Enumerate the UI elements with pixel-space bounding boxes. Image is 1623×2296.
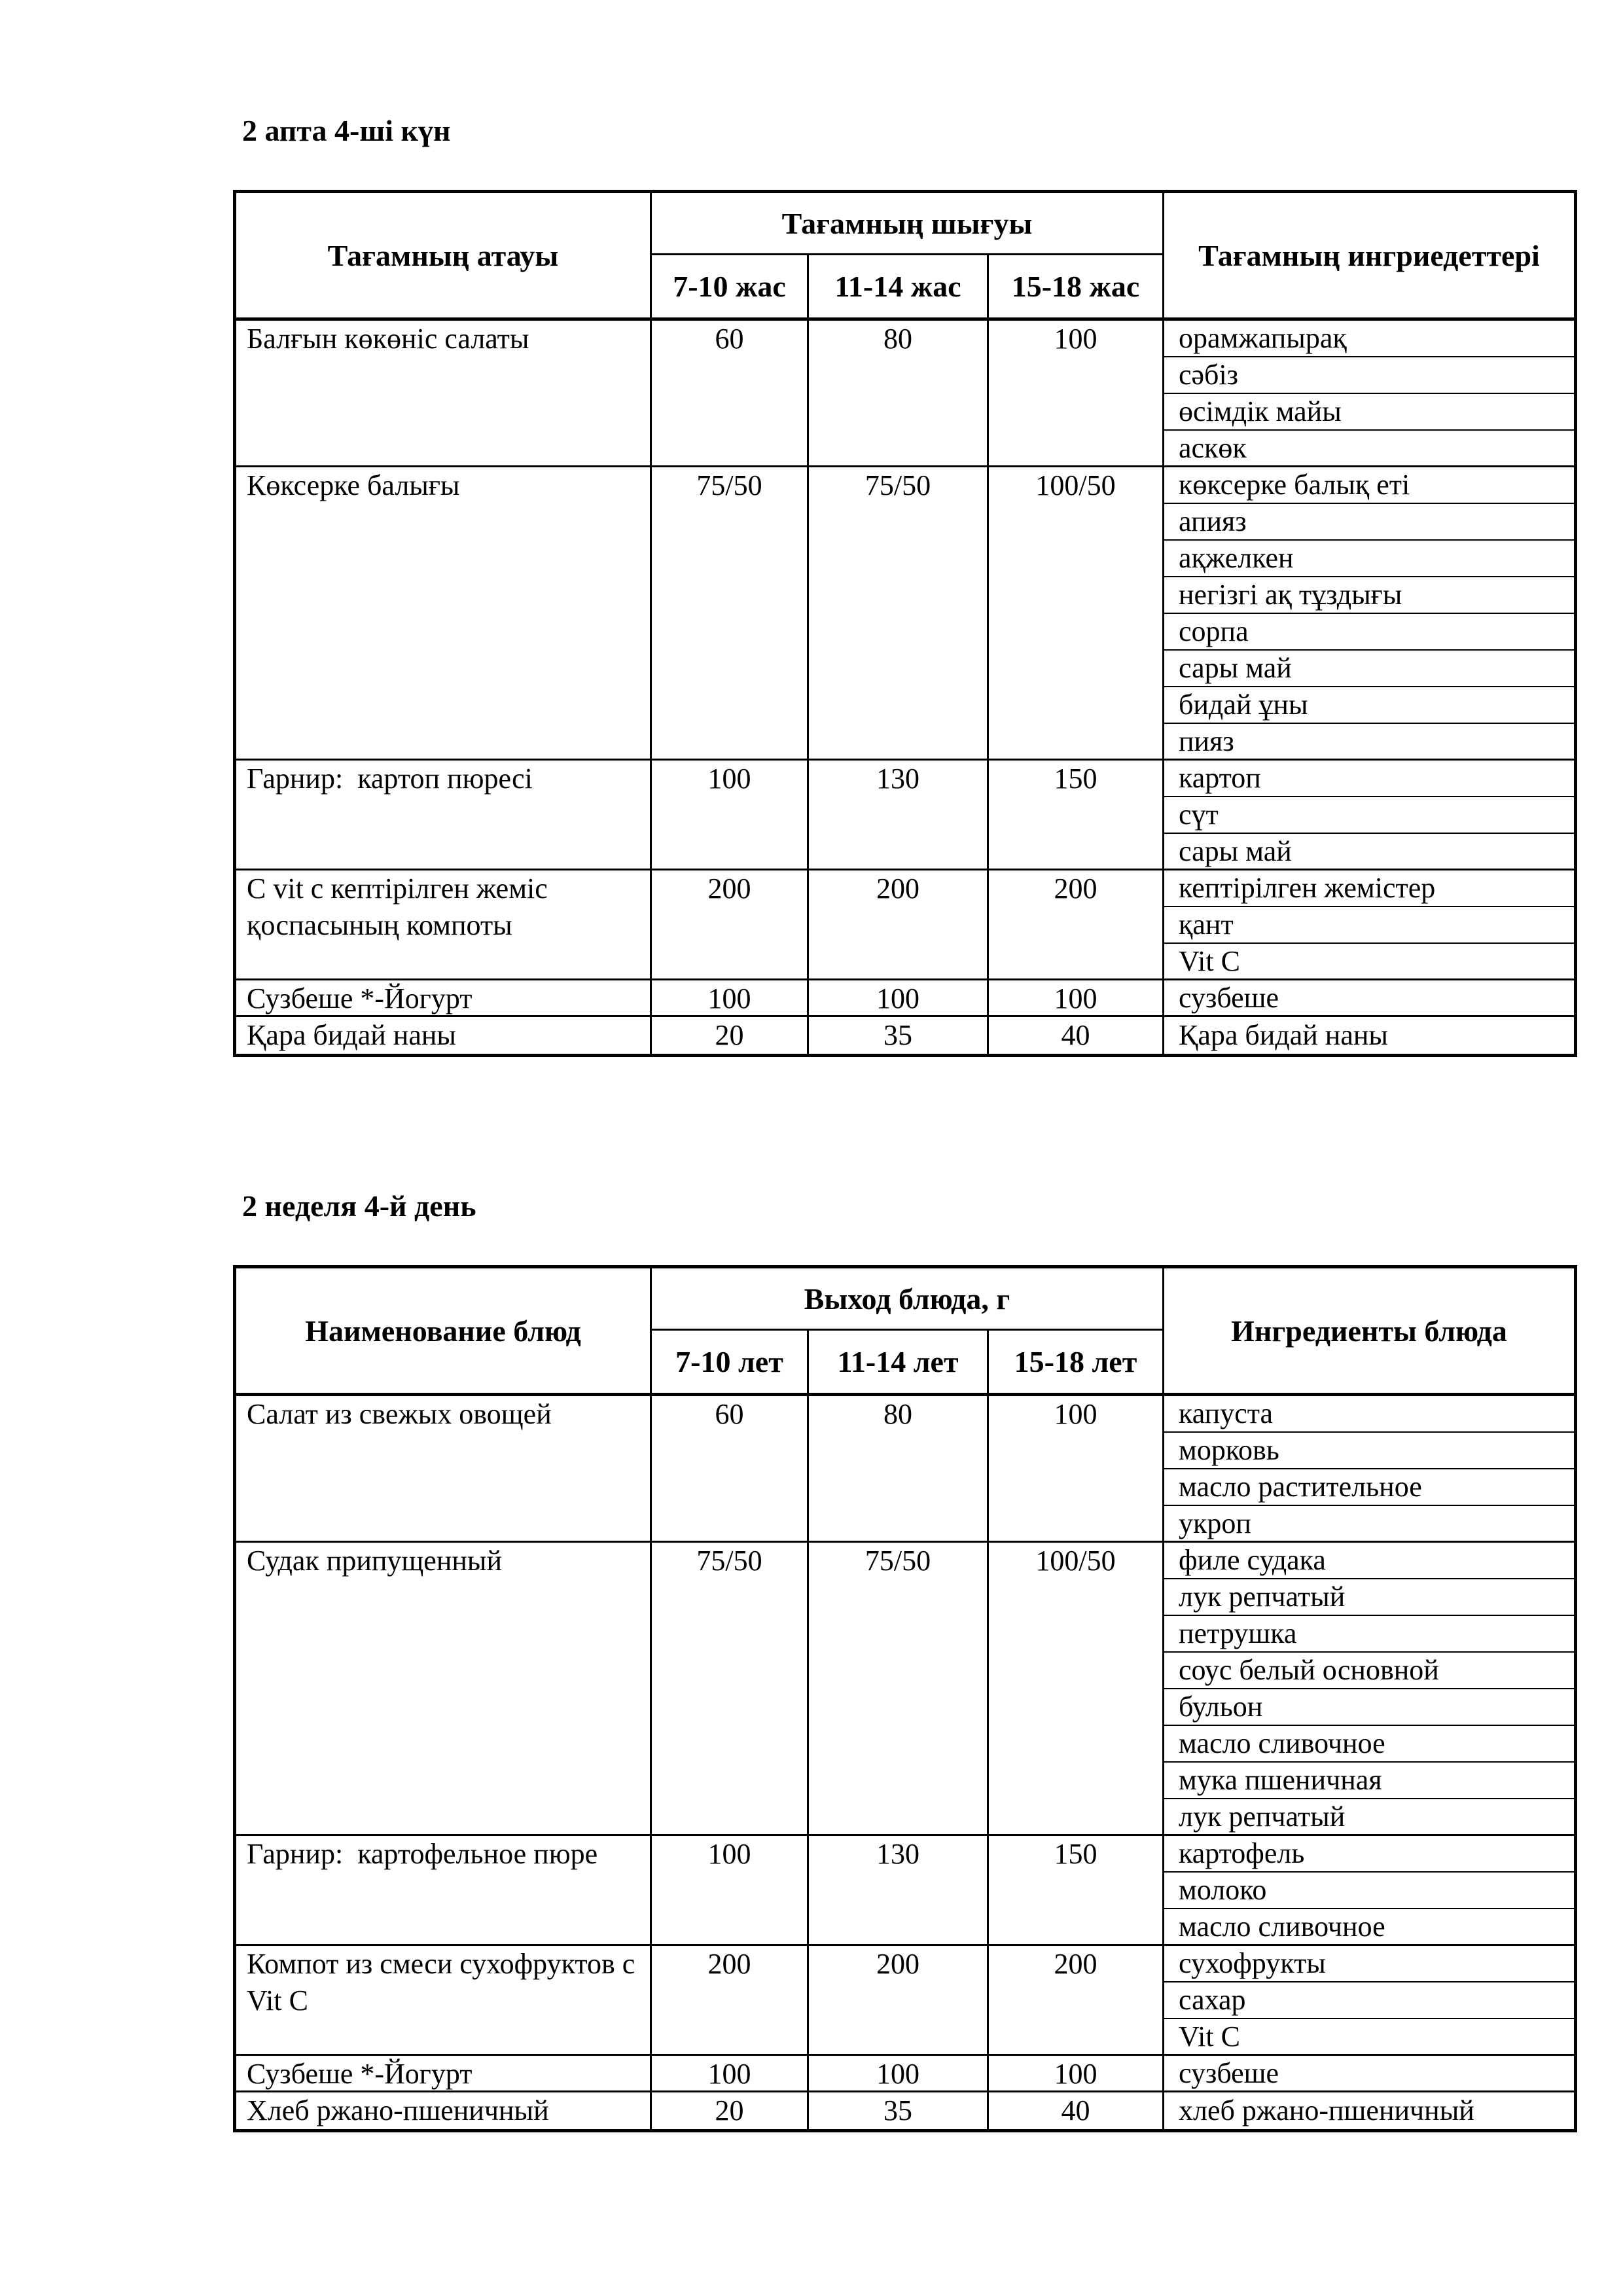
portion-value-cell: 200 — [652, 1946, 809, 2056]
age-column-header: 11-14 лет — [809, 1331, 989, 1396]
ingredient-cell: сәбіз — [1164, 357, 1574, 394]
portion-value-cell: 60 — [652, 1396, 809, 1543]
ingredient-cell: мука пшеничная — [1164, 1763, 1574, 1799]
dish-name-cell: Гарнир: картофельное пюре — [236, 1836, 652, 1946]
dish-name-cell: Судак припущенный — [236, 1543, 652, 1836]
dish-name-cell: Сузбеше *-Йогурт — [236, 980, 652, 1017]
ingredient-cell: хлеб ржано-пшеничный — [1179, 2094, 1474, 2126]
portion-value-cell: 100/50 — [989, 467, 1164, 761]
portion-value-cell: 100 — [652, 1836, 809, 1946]
ingredient-cell: морковь — [1164, 1433, 1574, 1469]
ingredient-cell: апияз — [1164, 504, 1574, 541]
age-column-header: 15-18 жас — [989, 255, 1164, 321]
ingredient-cell: масло сливочное — [1164, 1909, 1574, 1946]
portion-value-cell: 200 — [809, 870, 989, 980]
portion-value-cell: 80 — [809, 1396, 989, 1543]
portion-value-cell: 80 — [809, 321, 989, 467]
portion-value-cell: 200 — [989, 1946, 1164, 2056]
portion-value-cell: 40 — [989, 1017, 1164, 1054]
portion-value-cell: 100 — [652, 980, 809, 1017]
dish-name-cell: Сузбеше *-Йогурт — [236, 2056, 652, 2092]
ingredient-cell: сахар — [1164, 1982, 1574, 2019]
ingredient-cell: сары май — [1164, 834, 1574, 870]
portion-value-cell: 20 — [652, 1017, 809, 1054]
portion-value-cell: 75/50 — [809, 1543, 989, 1836]
ingredient-cell: картофель — [1164, 1836, 1574, 1873]
age-column-header: 7-10 лет — [652, 1331, 809, 1396]
output-header: Тағамның шығуы — [652, 193, 1164, 255]
week-day-title-kk: 2 апта 4-ші күн — [242, 114, 451, 147]
ingredients-header: Тағамның ингриедеттері — [1164, 193, 1574, 321]
ingredient-cell: көксерке балық еті — [1164, 467, 1574, 504]
ingredient-cell: филе судака — [1164, 1543, 1574, 1579]
ingredient-cell: масло растительное — [1164, 1469, 1574, 1506]
dish-name-cell: Көксерке балығы — [236, 467, 652, 761]
dish-name-cell: Хлеб ржано-пшеничный — [236, 2092, 652, 2129]
portion-value-cell: 100 — [989, 1396, 1164, 1543]
portion-value-cell: 130 — [809, 1836, 989, 1946]
portion-value-cell: 200 — [652, 870, 809, 980]
portion-value-cell: 100/50 — [989, 1543, 1164, 1836]
ingredient-cell: сузбеше — [1164, 2056, 1574, 2092]
dish-name-header: Тағамның атауы — [236, 193, 652, 321]
menu-table-russian — [233, 1265, 1577, 2132]
ingredient-cell: лук репчатый — [1164, 1579, 1574, 1616]
age-column-header: 15-18 лет — [989, 1331, 1164, 1396]
ingredient-cell: молоко — [1164, 1873, 1574, 1909]
ingredient-cell: орамжапырақ — [1164, 321, 1574, 357]
age-column-header: 11-14 жас — [809, 255, 989, 321]
portion-value-cell: 100 — [809, 980, 989, 1017]
ingredient-cell: Vit C — [1164, 944, 1574, 980]
portion-value-cell: 150 — [989, 761, 1164, 870]
ingredient-cell: бидай ұны — [1164, 687, 1574, 724]
portion-value-cell: 75/50 — [652, 1543, 809, 1836]
ingredient-cell: лук репчатый — [1164, 1799, 1574, 1836]
menu-table-kazakh — [233, 190, 1577, 1057]
ingredients-header: Ингредиенты блюда — [1164, 1268, 1574, 1396]
portion-value-cell: 100 — [652, 761, 809, 870]
output-header: Выход блюда, г — [652, 1268, 1164, 1331]
dish-name-cell: С vit с кептірілген жеміс қоспасының компоты — [236, 870, 652, 980]
ingredient-cell: қант — [1164, 907, 1574, 944]
portion-value-cell: 200 — [809, 1946, 989, 2056]
portion-value-cell: 130 — [809, 761, 989, 870]
portion-value-cell: 100 — [989, 2056, 1164, 2092]
ingredient-cell: сухофрукты — [1164, 1946, 1574, 1982]
document-page — [233, 113, 1573, 2132]
ingredient-cell: соус белый основной — [1164, 1653, 1574, 1689]
age-column-header: 7-10 жас — [652, 255, 809, 321]
ingredient-cell: сары май — [1164, 651, 1574, 687]
ingredient-cell: пияз — [1164, 724, 1574, 761]
portion-value-cell: 35 — [809, 1017, 989, 1054]
ingredient-cell: масло сливочное — [1164, 1726, 1574, 1763]
portion-value-cell: 75/50 — [809, 467, 989, 761]
ingredient-cell: сузбеше — [1164, 980, 1574, 1017]
portion-value-cell: 200 — [989, 870, 1164, 980]
ingredient-cell: Vit C — [1164, 2019, 1574, 2056]
dish-name-cell: Балғын көкөніс салаты — [236, 321, 652, 467]
ingredient-cell: сүт — [1164, 797, 1574, 834]
portion-value-cell: 20 — [652, 2092, 809, 2129]
ingredient-cell: петрушка — [1164, 1616, 1574, 1653]
portion-value-cell: 35 — [809, 2092, 989, 2129]
portion-value-cell: 100 — [809, 2056, 989, 2092]
portion-value-cell: 150 — [989, 1836, 1164, 1946]
ingredient-cell: картоп — [1164, 761, 1574, 797]
portion-value-cell: 100 — [989, 980, 1164, 1017]
portion-value-cell: 100 — [652, 2056, 809, 2092]
ingredient-cell: сорпа — [1164, 614, 1574, 651]
dish-name-cell: Гарнир: картоп пюресі — [236, 761, 652, 870]
ingredient-cell: негізгі ақ тұздығы — [1164, 577, 1574, 614]
portion-value-cell: 40 — [989, 2092, 1164, 2129]
dish-name-cell: Компот из смеси сухофруктов с Vit C — [236, 1946, 652, 2056]
ingredient-cell: ақжелкен — [1164, 541, 1574, 577]
dish-name-cell: Салат из свежых овощей — [236, 1396, 652, 1543]
ingredient-cell: аскөк — [1164, 431, 1574, 467]
ingredient-cell: бульон — [1164, 1689, 1574, 1726]
portion-value-cell: 75/50 — [652, 467, 809, 761]
portion-value-cell: 100 — [989, 321, 1164, 467]
ingredient-cell: капуста — [1164, 1396, 1574, 1433]
portion-value-cell: 60 — [652, 321, 809, 467]
ingredient-cell: укроп — [1164, 1506, 1574, 1543]
dish-name-cell: Қара бидай наны — [236, 1017, 652, 1054]
ingredient-cell: Қара бидай наны — [1179, 1019, 1388, 1051]
week-day-title-ru: 2 неделя 4-й день — [242, 1189, 476, 1223]
ingredient-cell: өсімдік майы — [1164, 394, 1574, 431]
ingredient-cell: кептірілген жемістер — [1164, 870, 1574, 907]
dish-name-header: Наименование блюд — [236, 1268, 652, 1396]
